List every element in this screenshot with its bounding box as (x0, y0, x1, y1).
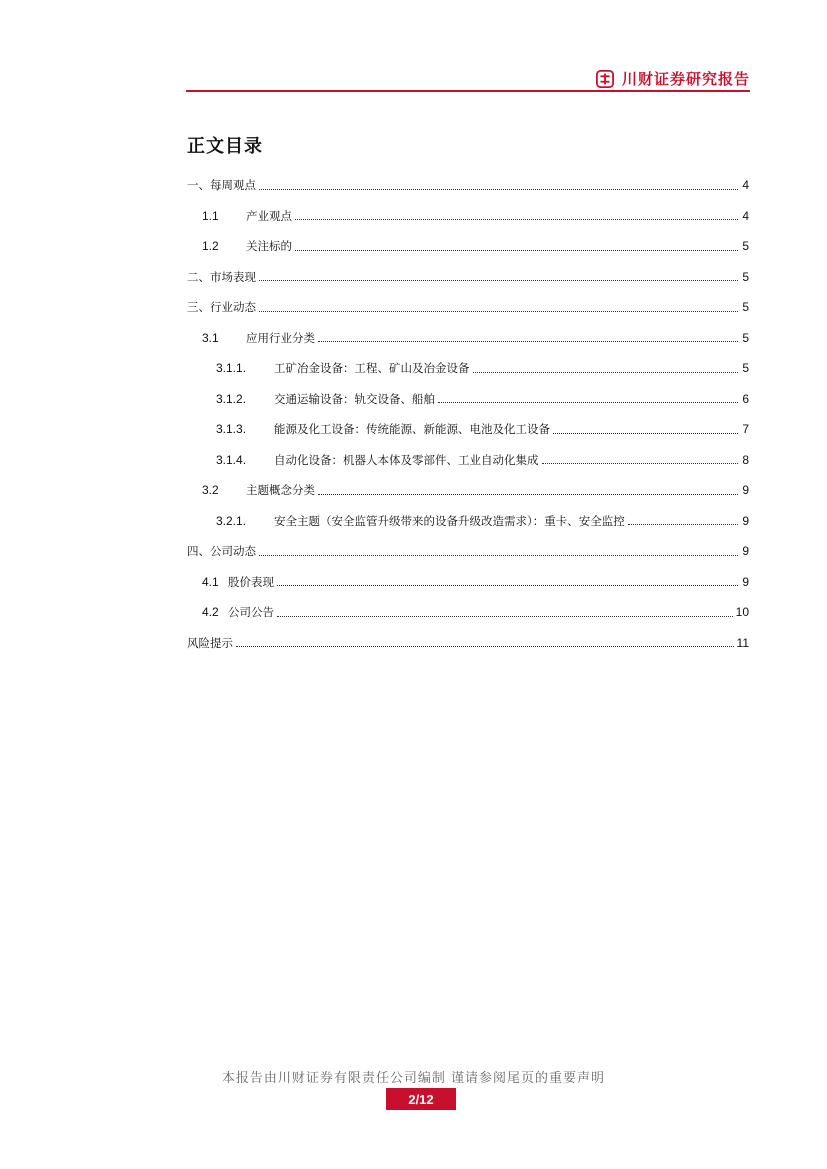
page-header (186, 62, 750, 96)
brand-text: 川财证券研究报告 (621, 70, 750, 88)
toc-entry-label: 关注标的 (246, 239, 292, 254)
toc-entry-page: 4 (742, 178, 749, 193)
toc-entry-page: 10 (735, 605, 749, 620)
toc-entry-number: 3.1 (202, 330, 219, 345)
toc-leader-dots (473, 372, 739, 373)
toc-entry-number: 3.2 (202, 483, 219, 498)
toc-leader-dots (259, 189, 738, 190)
toc-entry[interactable] (187, 353, 749, 384)
toc-leader-dots (259, 555, 738, 556)
toc-leader-dots (236, 646, 734, 647)
toc-entry-number: 1.1 (202, 208, 219, 223)
toc-entry-label: 股价表现 (228, 574, 274, 589)
toc-entry[interactable] (187, 567, 749, 598)
toc-entry-page: 11 (736, 635, 749, 650)
toc-leader-dots (295, 250, 738, 251)
toc-entry-page: 5 (742, 361, 749, 376)
toc-entry-label: 主题概念分类 (246, 483, 315, 498)
toc-entry-page: 5 (742, 300, 749, 315)
toc-entry-label: 产业观点 (246, 208, 292, 223)
toc-entry[interactable] (187, 323, 749, 354)
toc-entry[interactable] (187, 262, 749, 293)
toc-entry-number: 3.1.3. (216, 422, 247, 437)
toc-entry-number: 3.2.1. (216, 513, 247, 528)
toc-leader-dots (628, 524, 738, 525)
toc-entry-label: 应用行业分类 (246, 330, 315, 345)
toc-entry-page: 4 (742, 208, 749, 223)
toc-entry-page: 8 (742, 452, 749, 467)
toc-entry[interactable] (187, 475, 749, 506)
toc-leader-dots (277, 585, 738, 586)
toc-entry[interactable] (187, 628, 749, 659)
table-of-contents (187, 170, 749, 658)
toc-entry-number: 4.1 (202, 574, 219, 589)
toc-entry-page: 7 (742, 422, 749, 437)
brand (596, 68, 750, 89)
toc-entry[interactable] (187, 506, 749, 537)
toc-leader-dots (259, 280, 738, 281)
toc-entry-label: 一、每周观点 (187, 178, 256, 193)
toc-leader-dots (259, 311, 738, 312)
toc-entry-page: 5 (742, 330, 749, 345)
toc-entry-label: 自动化设备：机器人本体及零部件、工业自动化集成 (274, 452, 539, 467)
toc-entry-number: 3.1.2. (216, 391, 247, 406)
toc-leader-dots (295, 219, 738, 220)
toc-entry-page: 6 (742, 391, 749, 406)
toc-entry-page: 5 (742, 239, 749, 254)
chuancai-logo-icon (596, 70, 614, 88)
toc-entry[interactable] (187, 384, 749, 415)
toc-entry-page: 5 (742, 269, 749, 284)
toc-leader-dots (542, 463, 739, 464)
toc-entry[interactable] (187, 414, 749, 445)
toc-entry-number: 3.1.1. (216, 361, 247, 376)
toc-entry-page: 9 (742, 544, 749, 559)
toc-entry[interactable] (187, 170, 749, 201)
toc-entry-label: 工矿冶金设备：工程、矿山及冶金设备 (274, 361, 470, 376)
toc-leader-dots (438, 402, 738, 403)
toc-title: 正文目录 (187, 136, 263, 157)
header-rule (186, 90, 750, 92)
toc-entry-label: 三、行业动态 (187, 300, 256, 315)
toc-entry-label: 公司公告 (228, 605, 274, 620)
toc-entry[interactable] (187, 597, 749, 628)
toc-leader-dots (318, 341, 738, 342)
footer-disclaimer: 本报告由川财证券有限责任公司编制 谨请参阅尾页的重要声明 (221, 1071, 606, 1086)
toc-entry-number: 3.1.4. (216, 452, 247, 467)
toc-entry-label: 四、公司动态 (187, 544, 256, 559)
toc-leader-dots (277, 616, 733, 617)
toc-entry[interactable] (187, 201, 749, 232)
toc-entry[interactable] (187, 292, 749, 323)
toc-entry-page: 9 (742, 513, 749, 528)
toc-entry[interactable] (187, 536, 749, 567)
toc-entry-label: 交通运输设备：轨交设备、船舶 (274, 391, 435, 406)
toc-entry-page: 9 (742, 483, 749, 498)
toc-entry[interactable] (187, 231, 749, 262)
toc-entry-label: 能源及化工设备：传统能源、新能源、电池及化工设备 (274, 422, 550, 437)
toc-leader-dots (318, 494, 738, 495)
toc-entry-number: 1.2 (202, 239, 219, 254)
page-number-badge: 2/12 (386, 1088, 456, 1110)
toc-entry-label: 二、市场表现 (187, 269, 256, 284)
toc-leader-dots (553, 433, 738, 434)
toc-entry-label: 风险提示 (187, 635, 233, 650)
toc-entry[interactable] (187, 445, 749, 476)
toc-entry-page: 9 (742, 574, 749, 589)
toc-entry-number: 4.2 (202, 605, 219, 620)
toc-entry-label: 安全主题（安全监管升级带来的设备升级改造需求）：重卡、安全监控 (274, 513, 625, 528)
